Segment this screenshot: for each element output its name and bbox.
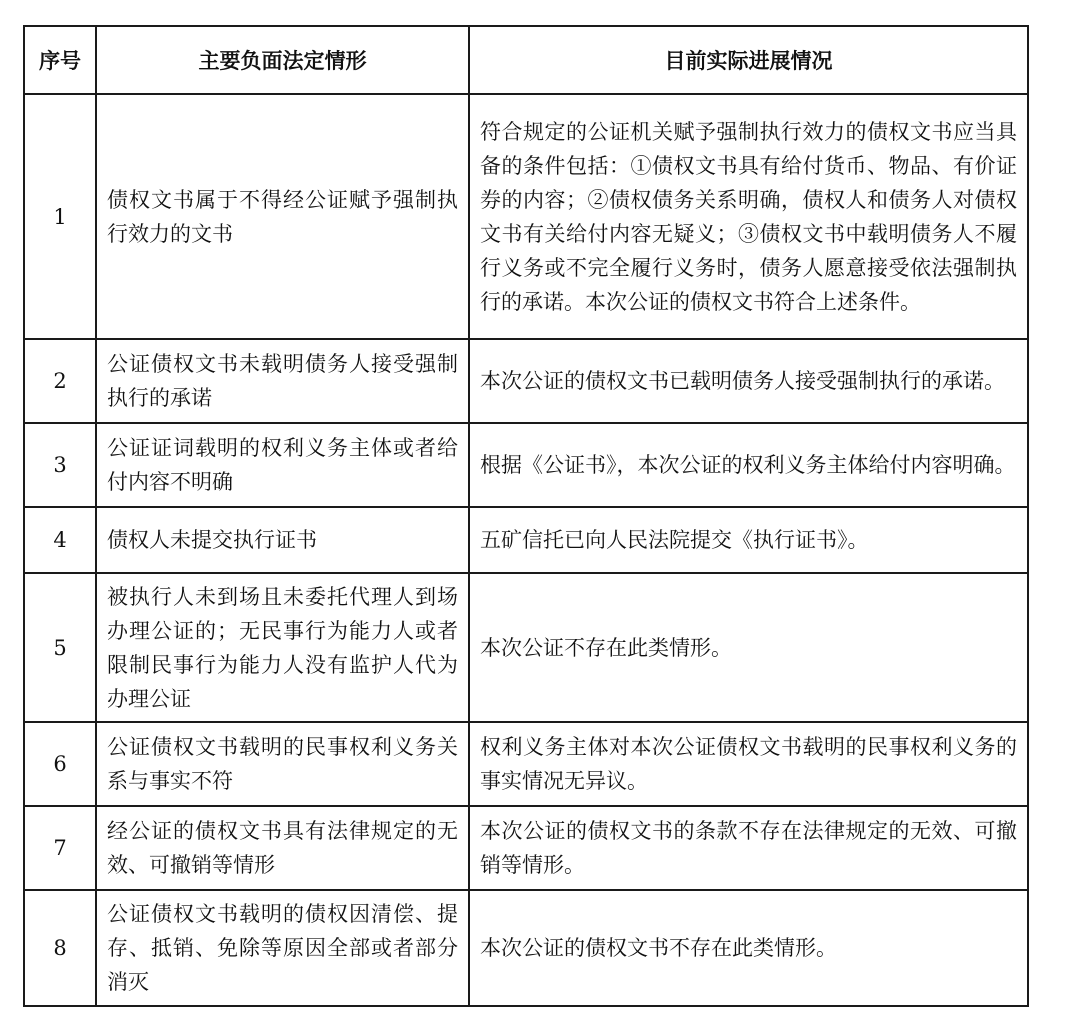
row-condition: 公证债权文书载明的债权因清偿、提存、抵销、免除等原因全部或者部分消灭 <box>96 890 469 1006</box>
row-condition: 公证债权文书未载明债务人接受强制执行的承诺 <box>96 339 469 423</box>
row-status: 权利义务主体对本次公证债权文书载明的民事权利义务的事实情况无异议。 <box>469 722 1028 806</box>
header-row <box>24 26 1028 94</box>
row-status: 本次公证不存在此类情形。 <box>469 573 1028 722</box>
table-row <box>24 806 1028 890</box>
legal-conditions-table <box>23 25 1029 1007</box>
table-row <box>24 573 1028 722</box>
table-header <box>24 26 1028 94</box>
header-index: 序号 <box>24 26 96 94</box>
row-index: 8 <box>24 890 96 1006</box>
row-condition: 经公证的债权文书具有法律规定的无效、可撤销等情形 <box>96 806 469 890</box>
row-index: 7 <box>24 806 96 890</box>
row-status: 本次公证的债权文书不存在此类情形。 <box>469 890 1028 1006</box>
table-row <box>24 507 1028 573</box>
row-condition: 公证债权文书载明的民事权利义务关系与事实不符 <box>96 722 469 806</box>
row-index: 3 <box>24 423 96 507</box>
table-row <box>24 890 1028 1006</box>
row-condition: 公证证词载明的权利义务主体或者给付内容不明确 <box>96 423 469 507</box>
row-status: 根据《公证书》，本次公证的权利义务主体给付内容明确。 <box>469 423 1028 507</box>
row-condition: 债权文书属于不得经公证赋予强制执行效力的文书 <box>96 94 469 339</box>
header-condition: 主要负面法定情形 <box>96 26 469 94</box>
row-index: 2 <box>24 339 96 423</box>
row-index: 4 <box>24 507 96 573</box>
row-status: 五矿信托已向人民法院提交《执行证书》。 <box>469 507 1028 573</box>
table-row <box>24 339 1028 423</box>
row-index: 5 <box>24 573 96 722</box>
row-status: 符合规定的公证机关赋予强制执行效力的债权文书应当具备的条件包括：①债权文书具有给付货币、物品、有价证券的内容；②债权债务关系明确，债权人和债务人对债权文书有关给付内容无疑义；③债权文书中载明债务人不履行义务或不完全履行义务时，债务人愿意接受依法强制执行的承诺。本次公证的债权文书符合上述条件。 <box>469 94 1028 339</box>
row-index: 6 <box>24 722 96 806</box>
row-status: 本次公证的债权文书已载明债务人接受强制执行的承诺。 <box>469 339 1028 423</box>
row-condition: 被执行人未到场且未委托代理人到场办理公证的；无民事行为能力人或者限制民事行为能力人没有监护人代为办理公证 <box>96 573 469 722</box>
table-body <box>24 94 1028 1006</box>
row-condition: 债权人未提交执行证书 <box>96 507 469 573</box>
row-index: 1 <box>24 94 96 339</box>
row-status: 本次公证的债权文书的条款不存在法律规定的无效、可撤销等情形。 <box>469 806 1028 890</box>
header-status: 目前实际进展情况 <box>469 26 1028 94</box>
table-row <box>24 94 1028 339</box>
table-row <box>24 423 1028 507</box>
table-row <box>24 722 1028 806</box>
